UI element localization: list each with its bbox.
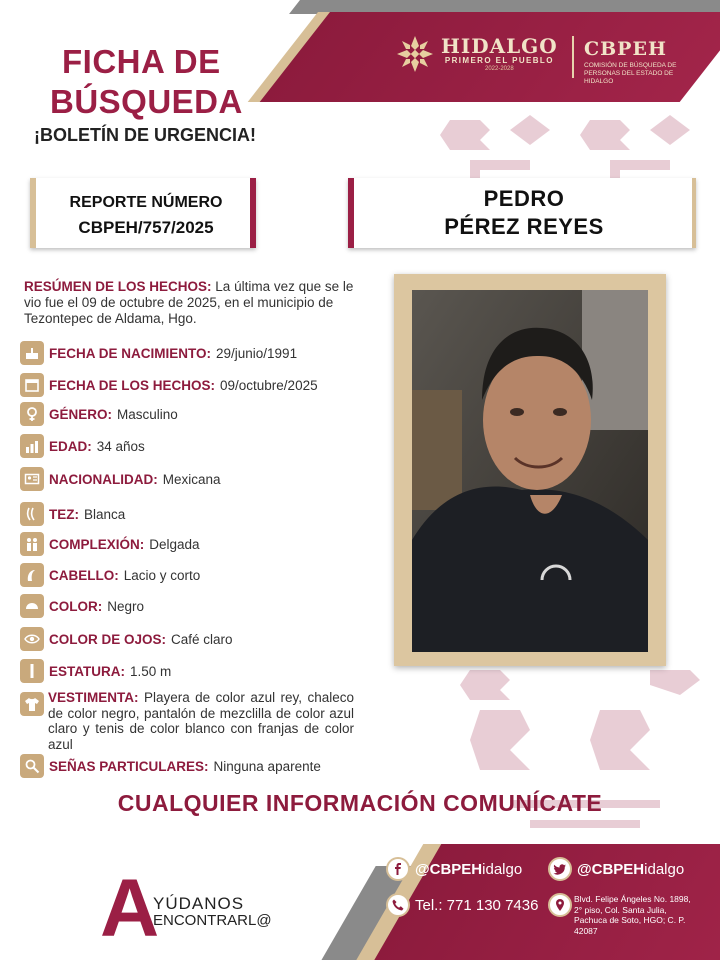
page-title-line2: BÚSQUEDA <box>50 83 243 120</box>
field-age <box>20 434 145 458</box>
field-value: Lacio y corto <box>123 567 201 583</box>
field-value: Mexicana <box>162 471 221 487</box>
field-event-date <box>20 373 318 397</box>
field-value: Negro <box>107 598 145 614</box>
facts-summary <box>24 279 356 327</box>
page-subtitle: ¡BOLETÍN DE URGENCIA! <box>34 125 256 145</box>
field-label: NACIONALIDAD: <box>49 471 158 487</box>
skin-icon <box>20 502 44 526</box>
page-title-line1: FICHA DE <box>62 43 221 80</box>
field-label: VESTIMENTA: <box>48 690 139 705</box>
field-label: TEZ: <box>49 506 79 522</box>
field-value: Playera de color azul rey, chaleco de color negro, pantalón de mezclilla de color azul claro y tenis de color blanco con franjas de color azul <box>48 690 354 752</box>
ayudanos-line2: ENCONTRARL@ <box>153 912 272 929</box>
field-value: 29/junio/1991 <box>216 345 298 361</box>
field-value: Masculino <box>117 406 178 422</box>
field-label: SEÑAS PARTICULARES: <box>49 758 209 774</box>
field-value: Café claro <box>171 631 233 647</box>
field-color <box>20 594 144 618</box>
facebook-handle-bold: @CBPEH <box>415 860 483 878</box>
field-marks <box>20 754 321 778</box>
report-label: REPORTE NÚMERO <box>69 194 223 211</box>
field-value: 1.50 m <box>130 663 172 679</box>
twitter-icon <box>548 857 572 881</box>
hidalgo-name: HIDALGO <box>441 34 558 58</box>
hair-icon <box>20 563 44 587</box>
field-value: Blanca <box>84 506 126 522</box>
person-last-names: PÉREZ REYES <box>444 214 604 239</box>
field-label: GÉNERO: <box>49 406 113 422</box>
id-card-icon <box>20 467 44 491</box>
facebook-icon <box>386 857 410 881</box>
summary-text: La última vez que se le vio fue el 09 de octubre de 2025, en el municipio de Tezontepec de Aldama, Hgo. <box>24 279 354 326</box>
facebook-handle-rest: idalgo <box>482 860 523 878</box>
field-gender <box>20 402 178 426</box>
phone-contact[interactable] <box>386 893 538 917</box>
person-photo <box>412 290 648 652</box>
field-label: COLOR: <box>49 598 103 614</box>
facebook-contact[interactable] <box>386 857 522 881</box>
report-number-box <box>30 178 256 248</box>
field-label: CABELLO: <box>49 567 119 583</box>
field-value: Delgada <box>149 536 200 552</box>
body-icon <box>20 532 44 556</box>
eye-icon <box>20 627 44 651</box>
person-name-box <box>348 178 696 248</box>
field-label: FECHA DE NACIMIENTO: <box>49 345 211 361</box>
field-label: FECHA DE LOS HECHOS: <box>49 377 216 393</box>
calendar-icon <box>20 373 44 397</box>
field-hair <box>20 563 200 587</box>
color-icon <box>20 594 44 618</box>
address-text: Blvd. Felipe Ángeles No. 1898, 2° piso, Col. Santa Julia, Pachuca de Soto, HGO; C. P. 42087 <box>574 894 691 936</box>
field-value: 09/octubre/2025 <box>220 377 318 393</box>
field-value: 34 años <box>96 438 145 454</box>
hidalgo-slogan: PRIMERO EL PUEBLO <box>444 56 554 65</box>
height-icon <box>20 659 44 683</box>
field-nationality <box>20 467 221 491</box>
phone-icon <box>386 893 410 917</box>
field-label: EDAD: <box>49 438 92 454</box>
cbpeh-full-name: COMISIÓN DE BÚSQUEDA DE PERSONAS DEL ESTADO DE HIDALGO <box>584 62 677 85</box>
field-build <box>20 532 200 556</box>
field-label: COMPLEXIÓN: <box>49 536 145 552</box>
twitter-handle-rest: idalgo <box>644 860 685 878</box>
field-eye-color <box>20 627 233 651</box>
field-label: ESTATURA: <box>49 663 125 679</box>
hidalgo-flower-icon <box>395 34 435 74</box>
hidalgo-logo <box>395 34 558 74</box>
twitter-contact[interactable] <box>548 857 684 881</box>
cbpeh-name: CBPEH <box>584 38 667 60</box>
field-birthdate <box>20 341 297 365</box>
logo-divider <box>572 36 574 78</box>
call-to-action: CUALQUIER INFORMACIÓN COMUNÍCATE <box>117 790 603 816</box>
report-number: CBPEH/757/2025 <box>78 218 214 237</box>
person-photo-icon <box>412 290 648 652</box>
magnifier-icon <box>20 754 44 778</box>
photo-frame <box>394 274 666 666</box>
phone-number: Tel.: 771 130 7436 <box>415 896 539 914</box>
twitter-handle-bold: @CBPEH <box>577 860 645 878</box>
address-contact <box>548 893 577 917</box>
summary-label: RESÚMEN DE LOS HECHOS: <box>24 279 212 294</box>
ayudanos-logo-letter: A <box>100 863 160 954</box>
field-height <box>20 659 171 683</box>
gender-icon <box>20 402 44 426</box>
ayudanos-line1: YÚDANOS <box>153 894 245 913</box>
location-pin-icon <box>548 893 572 917</box>
person-first-name: PEDRO <box>483 186 565 211</box>
field-skin <box>20 502 125 526</box>
field-value: Ninguna aparente <box>213 758 321 774</box>
age-icon <box>20 434 44 458</box>
cake-icon <box>20 341 44 365</box>
hidalgo-years: 2022-2028 <box>484 66 514 72</box>
shirt-icon <box>20 692 44 716</box>
field-label: COLOR DE OJOS: <box>49 631 167 647</box>
